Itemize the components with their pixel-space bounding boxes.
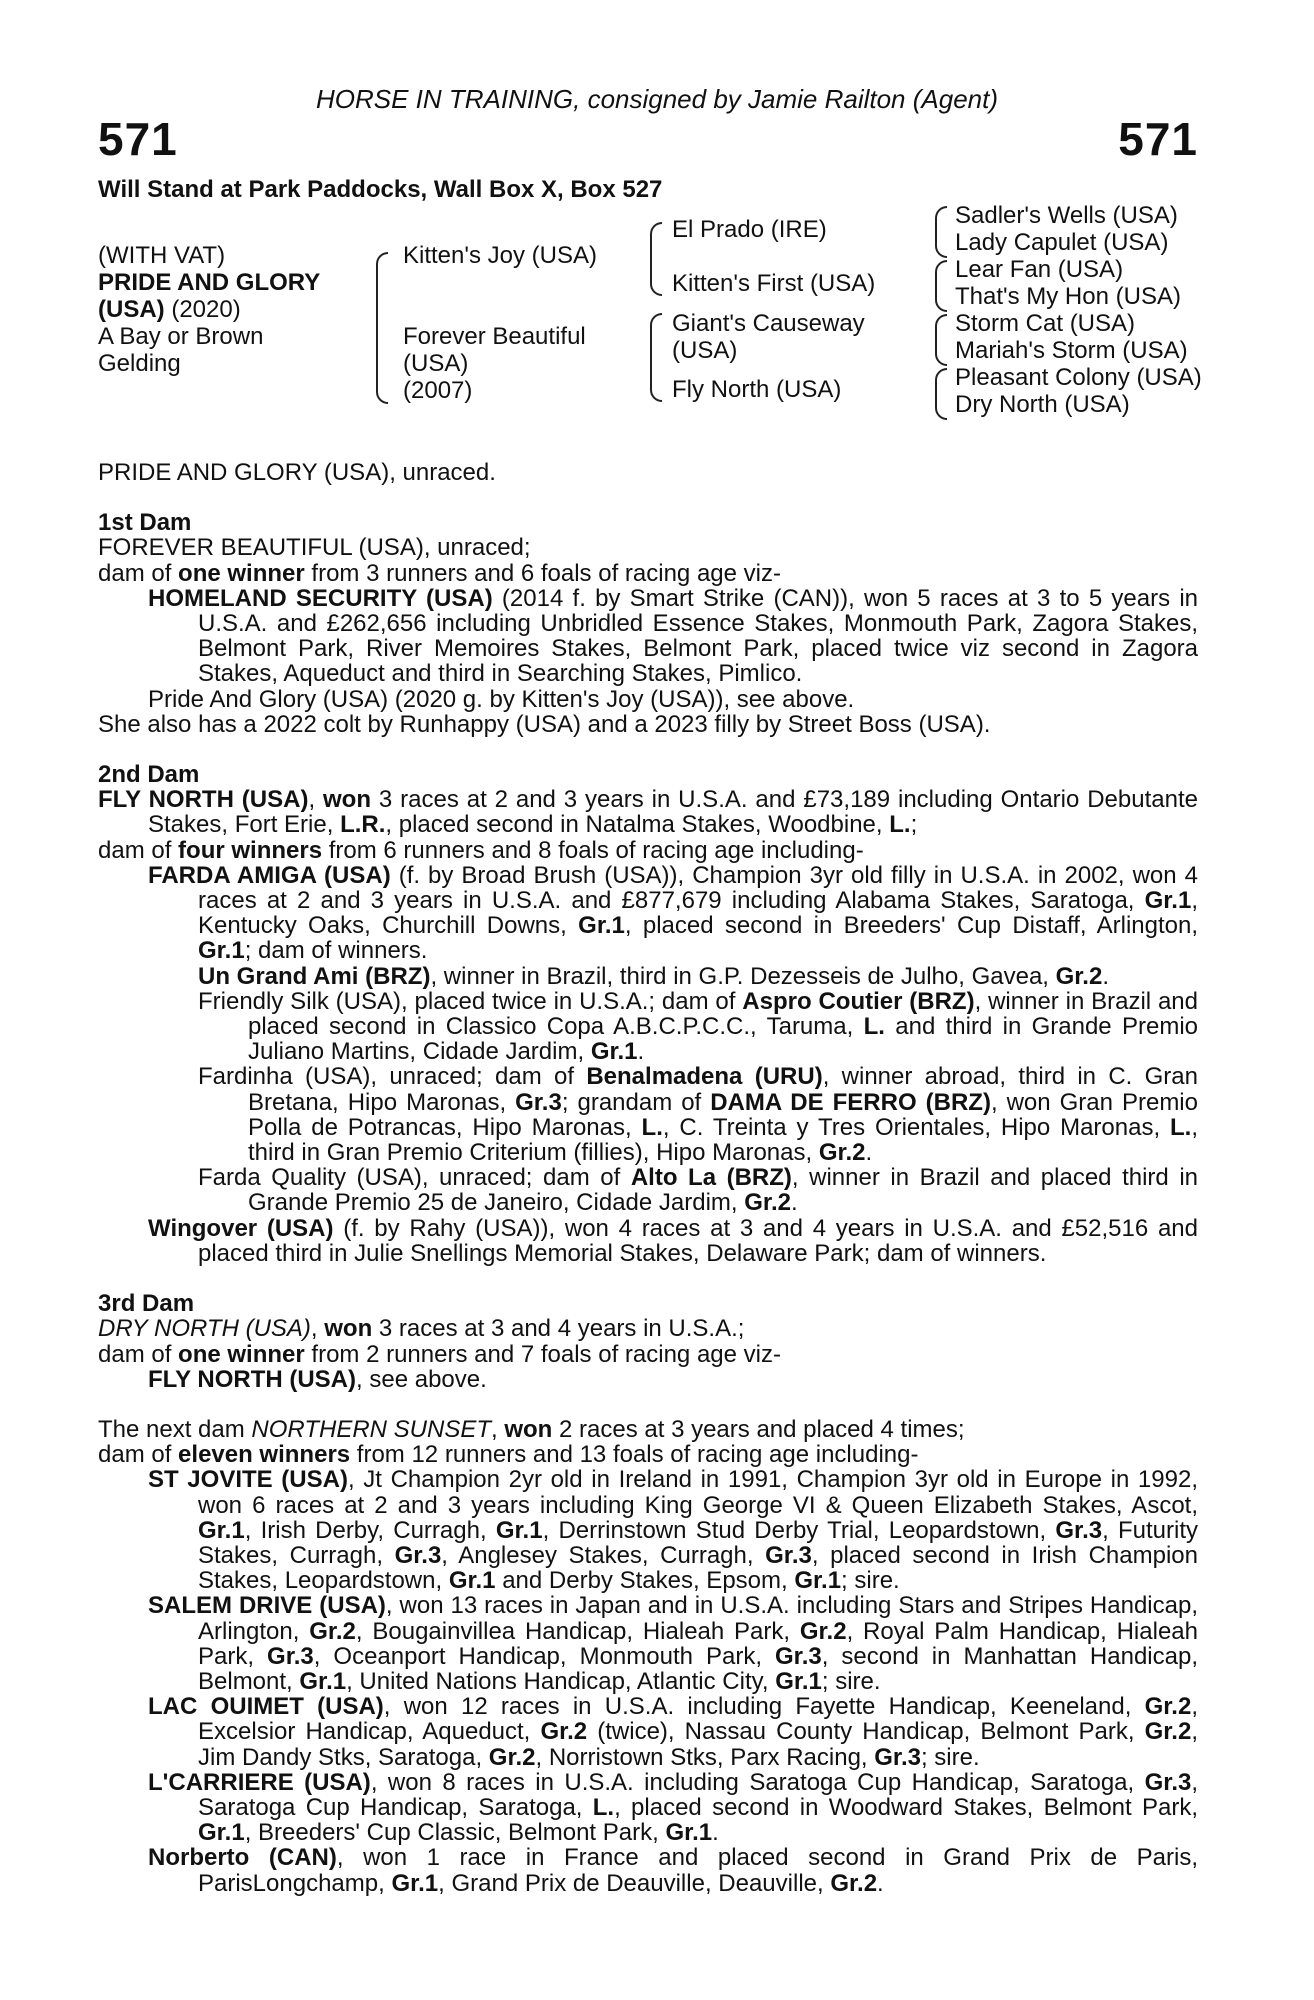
- sire-dam: Kitten's First (USA): [672, 270, 876, 297]
- progeny-wingover: Wingover (USA) (f. by Rahy (USA)), won 4 races at 3 and 4 years in U.S.A. and £52,516 and placed third in Julie Snellings Memorial Stakes, Delaware Park; dam of winners.: [148, 1214, 1198, 1267]
- ped-ssd: Lady Capulet (USA): [955, 229, 1169, 256]
- horse-desc-2: Gelding: [98, 350, 181, 377]
- catalogue-body: PRIDE AND GLORY (USA), unraced. 1st Dam FOREVER BEAUTIFUL (USA), unraced; dam of one winner from 3 runners and 6 foals of racing age viz- HOMELAND SECURITY (USA) (2014 f. by Smart Strike (CAN)), won 5 races at 3 to 5 years in U.S.A. and £262,656 including Unbridled Essence Stakes, Monmouth Park, Zagora Stakes, Belmont Park, River Memoires Stakes, Belmont Park, placed twice viz second in Zagora Stakes, Aqueduct and third in Searching Stakes, Pimlico. Pride And Glory (USA) (2020 g. by Kitten's Joy (USA)), see above. She also has a 2022 colt by Runhappy (USA) and a 2023 filly by Street Boss (USA). 2nd Dam FLY NORTH (USA), won 3 races at 2 and 3 years in U.S.A. and £73,189 including Ontario Debutante Stakes, Fort Erie, L.R., placed second in Natalma Stakes, Woodbine, L.; dam of four winners from 6 runners and 8 foals of racing age including- FARDA AMIGA (USA) (f. by Broad Brush (USA)), Champion 3yr old filly in U.S.A. in 2002, won 4 races at 2 and 3 years in U.S.A. and £877,679 including Alabama Stakes, Saratoga, Gr.1, Kentucky Oaks, Churchill Downs, Gr.1, placed second in Breeders' Cup Distaff, Arlington, Gr.1; dam of winners. Un Grand Ami (BRZ), winner in Brazil, third in G.P. Dezesseis de Julho, Gavea, Gr.2. Friendly Silk (USA), placed twice in U.S.A.; dam of Aspro Coutier (BRZ), winner in Brazil and placed second in Classico Copa A.B.C.P.C.C., Taruma, L. and third in Grande Premio Juliano Martins, Cidade Jardim, Gr.1. Fardinha (USA), unraced; dam of Benalmadena (URU), winner abroad, third in C. Gran Bretana, Hipo Maronas, Gr.3; grandam of DAMA DE FERRO (BRZ), won Gran Premio Polla de Potrancas, Hipo Maronas, L., C. Treinta y Tres Orientales, Hipo Maronas, L., third in Gran Premio Criterium (fillies), Hipo Maronas, Gr.2. Farda Quality (USA), unraced; dam of Alto La (BRZ), winner in Brazil and placed third in Grande Premio 25 de Janeiro, Cidade Jardim, Gr.2. Wingover (USA) (f. by Rahy (USA)), won 4 races at 3 and 4 years in U.S.A. and £52,516 and placed third in Julie Snellings Memorial Stakes, Delaware Park; dam of winners. 3rd Dam DRY NORTH (USA), won 3 races at 3 and 4 years in U.S.A.; dam of one winner from 2 runners and 7 foals of racing age viz- FLY NORTH (USA), see above. The next dam NORTHERN SUNSET, won 2 races at 3 years and placed 4 times; dam of eleven winners from 12 runners and 13 foals of racing age including- ST JOVITE (USA), Jt Champion 2yr old in Ireland in 1991, Champion 3yr old in Europe in 1992, won 6 races at 2 and 3 years including King George VI & Queen Elizabeth Stakes, Ascot, Gr.1, Irish Derby, Curragh, Gr.1, Derrinstown Stud Derby Trial, Leopardstown, Gr.3, Futurity Stakes, Curragh, Gr.3, Anglesey Stakes, Curragh, Gr.3, placed second in Irish Champion Stakes, Leopardstown, Gr.1 and Derby Stakes, Epsom, Gr.1; sire. SALEM DRIVE (USA), won 13 races in Japan and in U.S.A. including Stars and Stripes Handicap, Arlington, Gr.2, Bougainvillea Handicap, Hialeah Park, Gr.2, Royal Palm Handicap, Hialeah Park, Gr.3, Oceanport Handicap, Monmouth Park, Gr.3, second in Manhattan Handicap, Belmont, Gr.1, United Nations Handicap, Atlantic City, Gr.1; sire. LAC OUIMET (USA), won 12 races in U.S.A. including Fayette Handicap, Keeneland, Gr.2, Excelsior Handicap, Aqueduct, Gr.2 (twice), Nassau County Handicap, Belmont Park, Gr.2, Jim Dandy Stks, Saratoga, Gr.2, Norristown Stks, Parx Racing, Gr.3; sire. L'CARRIERE (USA), won 8 races in U.S.A. including Saratoga Cup Handicap, Saratoga, Gr.3, Saratoga Cup Handicap, Saratoga, L., placed second in Woodward Stakes, Belmont Park, Gr.1, Breeders' Cup Classic, Belmont Park, Gr.1. Norberto (CAN), won 1 race in France and placed second in Grand Prix de Paris, ParisLongchamp, Gr.1, Grand Prix de Deauville, Deauville, Gr.2.: [98, 459, 1199, 1897]
- dam-sire: Giant's Causeway (USA): [672, 310, 865, 364]
- progeny-lac-ouimet: LAC OUIMET (USA), won 12 races in U.S.A. including Fayette Handicap, Keeneland, Gr.2, Excelsior Handicap, Aqueduct, Gr.2 (twice), Nassau County Handicap, Belmont Park, Gr.2, Jim Dandy Stks, Saratoga, Gr.2, Norristown Stks, Parx Racing, Gr.3; sire.: [148, 1693, 1198, 1771]
- next-dam-intro: The next dam NORTHERN SUNSET, won 2 races at 3 years and placed 4 times;: [98, 1415, 965, 1443]
- pedigree-brace-2b: [650, 313, 662, 402]
- ped-ddd: Dry North (USA): [955, 391, 1130, 418]
- lot-number-left: 571: [98, 113, 178, 165]
- progeny-st-jovite: ST JOVITE (USA), Jt Champion 2yr old in Ireland in 1991, Champion 3yr old in Europe in 1992, won 6 races at 2 and 3 years including King George VI & Queen Elizabeth Stakes, Ascot, Gr.1, Irish Derby, Curragh, Gr.1, Derrinstown Stud Derby Trial, Leopardstown, Gr.3, Futurity Stakes, Curragh, Gr.3, Anglesey Stakes, Curragh, Gr.3, placed second in Irish Champion Stakes, Leopardstown, Gr.1 and Derby Stakes, Epsom, Gr.1; sire.: [148, 1466, 1198, 1595]
- progeny-un-grand-ami: Un Grand Ami (BRZ), winner in Brazil, third in G.P. Dezesseis de Julho, Gavea, Gr.2.: [198, 962, 1109, 990]
- second-dam-title: 2nd Dam: [98, 761, 200, 789]
- sire: Kitten's Joy (USA): [403, 242, 597, 269]
- first-dam-title: 1st Dam: [98, 509, 192, 537]
- pedigree-brace-2a: [650, 222, 662, 296]
- progeny-friendly-silk: Friendly Silk (USA), placed twice in U.S.A.; dam of Aspro Coutier (BRZ), winner in Brazil and placed second in Classico Copa A.B.C.P.C.C., Taruma, L. and third in Grande Premio Juliano Martins, Cidade Jardim, Gr.1.: [198, 987, 1199, 1066]
- progeny-norberto: Norberto (CAN), won 1 race in France and placed second in Grand Prix de Paris, ParisLongchamp, Gr.1, Grand Prix de Deauville, Deauville, Gr.2.: [148, 1844, 1199, 1897]
- progeny-fardinha: Fardinha (USA), unraced; dam of Benalmadena (URU), winner abroad, third in C. Gran Bretana, Hipo Maronas, Gr.3; grandam of DAMA DE FERRO (BRZ), won Gran Premio Polla de Potrancas, Hipo Maronas, L., C. Treinta y Tres Orientales, Hipo Maronas, L., third in Gran Premio Criterium (fillies), Hipo Maronas, Gr.2.: [198, 1063, 1199, 1167]
- horse-country: (USA): [98, 296, 165, 323]
- vat-label: (WITH VAT): [98, 242, 226, 269]
- dam-dam: Fly North (USA): [672, 376, 842, 403]
- pedigree-brace-3b: [935, 260, 947, 312]
- horse-year: (2020): [171, 296, 241, 323]
- progeny-farda-quality: Farda Quality (USA), unraced; dam of Alto La (BRZ), winner in Brazil and placed third in Grande Premio 25 de Janeiro, Cidade Jardim, Gr.2.: [198, 1164, 1199, 1217]
- stand-location: Will Stand at Park Paddocks, Wall Box X, Box 527: [98, 176, 663, 203]
- sire-sire: El Prado (IRE): [672, 216, 827, 243]
- pedigree-brace-1: [376, 252, 388, 404]
- ped-sdd: That's My Hon (USA): [955, 283, 1181, 310]
- progeny-salem-drive: SALEM DRIVE (USA), won 13 races in Japan and in U.S.A. including Stars and Stripes Handicap, Arlington, Gr.2, Bougainvillea Handicap, Hialeah Park, Gr.2, Royal Palm Handicap, Hialeah Park, Gr.3, Oceanport Handicap, Monmouth Park, Gr.3, second in Manhattan Handicap, Belmont, Gr.1, United Nations Handicap, Atlantic City, Gr.1; sire.: [148, 1592, 1199, 1695]
- ped-dsd: Mariah's Storm (USA): [955, 337, 1188, 364]
- progeny-homeland-security: HOMELAND SECURITY (USA) (2014 f. by Smart Strike (CAN)), won 5 races at 3 to 5 years in U.S.A. and £262,656 including Unbridled Essence Stakes, Monmouth Park, Zagora Stakes, Belmont Park, River Memoires Stakes, Belmont Park, placed twice viz second in Zagora Stakes, Aqueduct and third in Searching Stakes, Pimlico.: [148, 584, 1198, 688]
- lot-number-right: 571: [1118, 113, 1198, 165]
- horse-name: PRIDE AND GLORY: [98, 269, 321, 296]
- ped-dss: Storm Cat (USA): [955, 310, 1136, 337]
- pedigree-brace-3a: [935, 206, 947, 258]
- pedigree-brace-3d: [935, 368, 947, 420]
- third-dam-title: 3rd Dam: [98, 1290, 195, 1318]
- second-dam-line: FLY NORTH (USA), won 3 races at 2 and 3 years in U.S.A. and £73,189 including Ontario Debutante Stakes, Fort Erie, L.R., placed second in Natalma Stakes, Woodbine, L.;: [98, 786, 1198, 839]
- catalogue-header: HORSE IN TRAINING, consigned by Jamie Railton (Agent): [315, 84, 999, 114]
- ped-sds: Lear Fan (USA): [955, 256, 1124, 283]
- summary: PRIDE AND GLORY (USA), unraced.: [98, 459, 496, 486]
- progeny-farda-amiga: FARDA AMIGA (USA) (f. by Broad Brush (USA)), Champion 3yr old filly in U.S.A. in 2002, won 4 races at 2 and 3 years in U.S.A. and £877,679 including Alabama Stakes, Saratoga, Gr.1, Kentucky Oaks, Churchill Downs, Gr.1, placed second in Breeders' Cup Distaff, Arlington, Gr.1; dam of winners.: [148, 861, 1198, 965]
- dam: Forever Beautiful (USA) (2007): [403, 323, 586, 404]
- horse-desc-1: A Bay or Brown: [98, 323, 264, 350]
- ped-dds: Pleasant Colony (USA): [955, 364, 1202, 391]
- ped-sss: Sadler's Wells (USA): [955, 202, 1178, 229]
- pedigree-horse: [98, 242, 320, 377]
- progeny-lcarriere: L'CARRIERE (USA), won 8 races in U.S.A. including Saratoga Cup Handicap, Saratoga, Gr.3, Saratoga Cup Handicap, Saratoga, L., placed second in Woodward Stakes, Belmont Park, Gr.1, Breeders' Cup Classic, Belmont Park, Gr.1.: [148, 1768, 1199, 1847]
- pedigree-brace-3c: [935, 314, 947, 366]
